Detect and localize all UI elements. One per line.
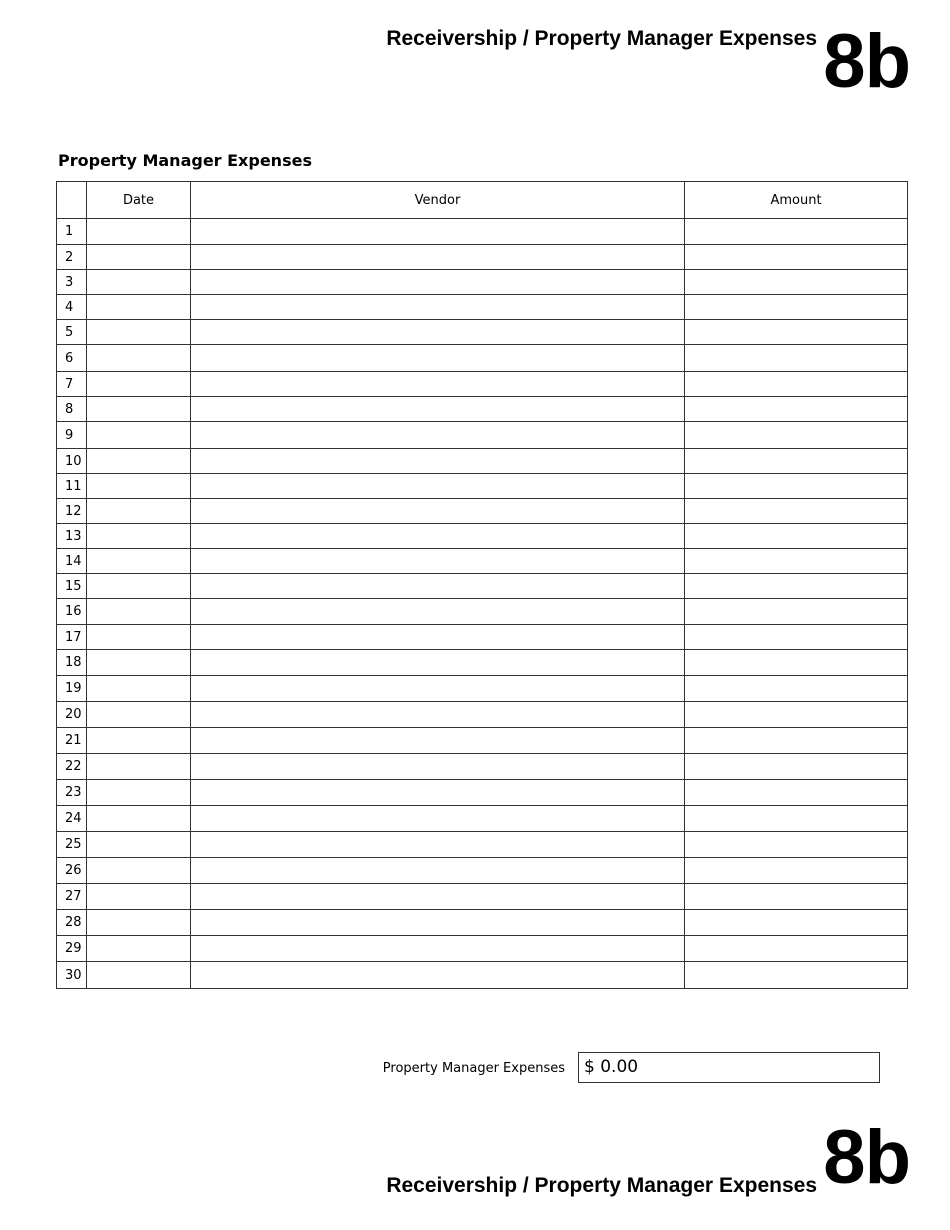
date-cell[interactable] — [87, 884, 191, 910]
vendor-cell[interactable] — [191, 676, 685, 702]
row-number: 29 — [57, 936, 87, 962]
vendor-cell[interactable] — [191, 345, 685, 372]
amount-cell[interactable] — [685, 702, 908, 728]
vendor-cell[interactable] — [191, 295, 685, 320]
vendor-cell[interactable] — [191, 962, 685, 989]
amount-cell[interactable] — [685, 397, 908, 422]
vendor-cell[interactable] — [191, 320, 685, 345]
row-number: 22 — [57, 754, 87, 780]
header-title: Receivership / Property Manager Expenses — [386, 27, 817, 50]
date-cell[interactable] — [87, 245, 191, 270]
amount-cell[interactable] — [685, 295, 908, 320]
vendor-cell[interactable] — [191, 372, 685, 397]
amount-cell[interactable] — [685, 549, 908, 574]
amount-cell[interactable] — [685, 858, 908, 884]
amount-cell[interactable] — [685, 936, 908, 962]
date-cell[interactable] — [87, 936, 191, 962]
table-row — [57, 474, 908, 499]
column-header-number — [57, 182, 87, 219]
table-row — [57, 449, 908, 474]
header-form-code: 8b — [823, 19, 910, 104]
row-number: 7 — [57, 372, 87, 397]
table-row — [57, 625, 908, 650]
table-row — [57, 754, 908, 780]
table-body — [57, 219, 908, 989]
date-cell[interactable] — [87, 962, 191, 989]
vendor-cell[interactable] — [191, 219, 685, 245]
row-number: 3 — [57, 270, 87, 295]
table-row — [57, 549, 908, 574]
vendor-cell[interactable] — [191, 858, 685, 884]
vendor-cell[interactable] — [191, 780, 685, 806]
amount-cell[interactable] — [685, 650, 908, 676]
column-header-date: Date — [87, 182, 191, 219]
date-cell[interactable] — [87, 422, 191, 449]
vendor-cell[interactable] — [191, 754, 685, 780]
date-cell[interactable] — [87, 345, 191, 372]
table-row — [57, 858, 908, 884]
row-number: 9 — [57, 422, 87, 449]
date-cell[interactable] — [87, 270, 191, 295]
date-cell[interactable] — [87, 219, 191, 245]
date-cell[interactable] — [87, 625, 191, 650]
total-label: Property Manager Expenses — [382, 1061, 565, 1076]
date-cell[interactable] — [87, 599, 191, 625]
vendor-cell[interactable] — [191, 884, 685, 910]
amount-cell[interactable] — [685, 962, 908, 989]
date-cell[interactable] — [87, 832, 191, 858]
vendor-cell[interactable] — [191, 910, 685, 936]
amount-cell[interactable] — [685, 245, 908, 270]
vendor-cell[interactable] — [191, 397, 685, 422]
date-cell[interactable] — [87, 702, 191, 728]
table-row — [57, 345, 908, 372]
table-row — [57, 499, 908, 524]
date-cell[interactable] — [87, 574, 191, 599]
date-cell[interactable] — [87, 754, 191, 780]
row-number: 30 — [57, 962, 87, 989]
amount-cell[interactable] — [685, 780, 908, 806]
date-cell[interactable] — [87, 728, 191, 754]
amount-cell[interactable] — [685, 728, 908, 754]
row-number: 2 — [57, 245, 87, 270]
row-number: 23 — [57, 780, 87, 806]
row-number: 13 — [57, 524, 87, 549]
table-row — [57, 397, 908, 422]
row-number: 6 — [57, 345, 87, 372]
date-cell[interactable] — [87, 910, 191, 936]
vendor-cell[interactable] — [191, 650, 685, 676]
amount-cell[interactable] — [685, 219, 908, 245]
vendor-cell[interactable] — [191, 728, 685, 754]
vendor-cell[interactable] — [191, 422, 685, 449]
table-row — [57, 524, 908, 549]
row-number: 28 — [57, 910, 87, 936]
table-row — [57, 910, 908, 936]
row-number: 18 — [57, 650, 87, 676]
table-row — [57, 599, 908, 625]
table-row — [57, 574, 908, 599]
date-cell[interactable] — [87, 372, 191, 397]
date-cell[interactable] — [87, 806, 191, 832]
amount-cell[interactable] — [685, 320, 908, 345]
date-cell[interactable] — [87, 449, 191, 474]
amount-cell[interactable] — [685, 625, 908, 650]
row-number: 17 — [57, 625, 87, 650]
vendor-cell[interactable] — [191, 474, 685, 499]
row-number: 21 — [57, 728, 87, 754]
total-amount-field[interactable]: $ 0.00 — [578, 1052, 880, 1083]
amount-cell[interactable] — [685, 372, 908, 397]
row-number: 25 — [57, 832, 87, 858]
vendor-cell[interactable] — [191, 549, 685, 574]
row-number: 26 — [57, 858, 87, 884]
date-cell[interactable] — [87, 295, 191, 320]
amount-cell[interactable] — [685, 449, 908, 474]
vendor-cell[interactable] — [191, 574, 685, 599]
vendor-cell[interactable] — [191, 806, 685, 832]
row-number: 15 — [57, 574, 87, 599]
vendor-cell[interactable] — [191, 245, 685, 270]
row-number: 5 — [57, 320, 87, 345]
amount-cell[interactable] — [685, 676, 908, 702]
table-row — [57, 884, 908, 910]
date-cell[interactable] — [87, 397, 191, 422]
table-row — [57, 245, 908, 270]
row-number: 8 — [57, 397, 87, 422]
date-cell[interactable] — [87, 780, 191, 806]
amount-cell[interactable] — [685, 832, 908, 858]
row-number: 11 — [57, 474, 87, 499]
vendor-cell[interactable] — [191, 524, 685, 549]
date-cell[interactable] — [87, 549, 191, 574]
date-cell[interactable] — [87, 676, 191, 702]
amount-cell[interactable] — [685, 422, 908, 449]
vendor-cell[interactable] — [191, 599, 685, 625]
amount-cell[interactable] — [685, 574, 908, 599]
row-number: 16 — [57, 599, 87, 625]
row-number: 1 — [57, 219, 87, 245]
footer-title: Receivership / Property Manager Expenses — [386, 1174, 817, 1197]
date-cell[interactable] — [87, 524, 191, 549]
row-number: 12 — [57, 499, 87, 524]
table-row — [57, 270, 908, 295]
row-number: 4 — [57, 295, 87, 320]
table-row — [57, 650, 908, 676]
footer-form-code: 8b — [823, 1115, 910, 1200]
amount-cell[interactable] — [685, 270, 908, 295]
table-row — [57, 962, 908, 989]
table-row — [57, 676, 908, 702]
section-title: Property Manager Expenses — [58, 151, 312, 170]
amount-cell[interactable] — [685, 499, 908, 524]
row-number: 20 — [57, 702, 87, 728]
date-cell[interactable] — [87, 858, 191, 884]
amount-cell[interactable] — [685, 474, 908, 499]
vendor-cell[interactable] — [191, 449, 685, 474]
row-number: 27 — [57, 884, 87, 910]
amount-cell[interactable] — [685, 806, 908, 832]
row-number: 14 — [57, 549, 87, 574]
vendor-cell[interactable] — [191, 936, 685, 962]
table-row — [57, 295, 908, 320]
amount-cell[interactable] — [685, 345, 908, 372]
table-row — [57, 422, 908, 449]
table-row — [57, 806, 908, 832]
amount-cell[interactable] — [685, 910, 908, 936]
table-row — [57, 320, 908, 345]
table-row — [57, 702, 908, 728]
row-number: 24 — [57, 806, 87, 832]
table-header-row — [57, 182, 908, 219]
row-number: 10 — [57, 449, 87, 474]
table-row — [57, 219, 908, 245]
vendor-cell[interactable] — [191, 832, 685, 858]
vendor-cell[interactable] — [191, 270, 685, 295]
vendor-cell[interactable] — [191, 625, 685, 650]
date-cell[interactable] — [87, 474, 191, 499]
amount-cell[interactable] — [685, 524, 908, 549]
column-header-vendor: Vendor — [191, 182, 685, 219]
table-row — [57, 832, 908, 858]
column-header-amount: Amount — [685, 182, 908, 219]
vendor-cell[interactable] — [191, 499, 685, 524]
expenses-table — [56, 181, 908, 989]
vendor-cell[interactable] — [191, 702, 685, 728]
date-cell[interactable] — [87, 650, 191, 676]
amount-cell[interactable] — [685, 599, 908, 625]
date-cell[interactable] — [87, 499, 191, 524]
row-number: 19 — [57, 676, 87, 702]
table-row — [57, 372, 908, 397]
table-row — [57, 936, 908, 962]
amount-cell[interactable] — [685, 754, 908, 780]
table-row — [57, 728, 908, 754]
table-row — [57, 780, 908, 806]
date-cell[interactable] — [87, 320, 191, 345]
amount-cell[interactable] — [685, 884, 908, 910]
